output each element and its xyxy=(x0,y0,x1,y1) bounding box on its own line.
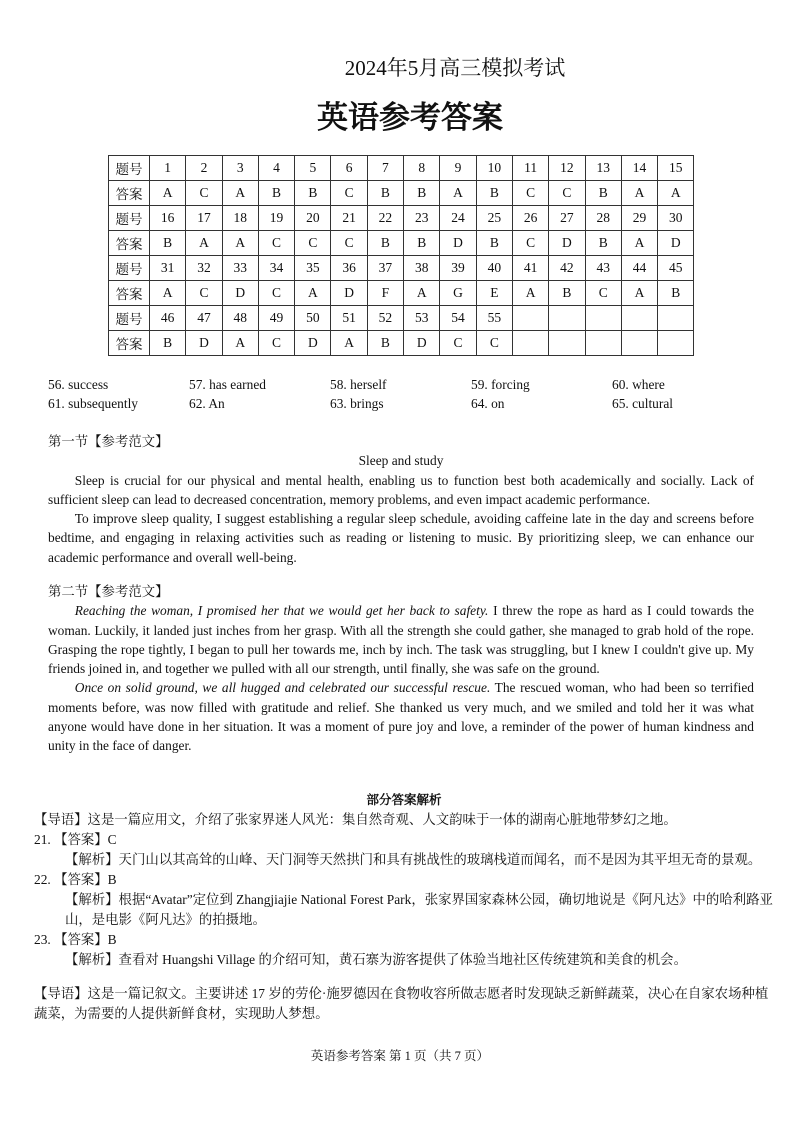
table-cell xyxy=(585,331,621,356)
intro: 【导语】这是一篇记叙文。主要讲述 17 岁的劳伦·施罗德因在食物收容所做志愿者时发现缺乏新鲜蔬菜，决心在自家农场种植蔬菜，为需要的人提供新鲜食材，实现助人梦想。 xyxy=(34,986,769,1021)
table-cell xyxy=(512,306,548,331)
paragraph-lead: Once on solid ground, we all hugged and celebrated our successful rescue. xyxy=(74,680,491,696)
fill-answer: 58. herself xyxy=(330,377,387,392)
fill-answer: 56. success xyxy=(48,377,109,392)
table-cell: 30 xyxy=(658,206,694,231)
table-cell: C xyxy=(512,231,548,256)
row-header-cell: 题号 xyxy=(109,156,150,181)
paragraph xyxy=(48,601,754,678)
table-cell: 19 xyxy=(258,206,294,231)
table-cell: F xyxy=(367,281,403,306)
table-cell: 14 xyxy=(621,156,657,181)
table-cell xyxy=(621,331,657,356)
table-cell: C xyxy=(549,181,585,206)
section1 xyxy=(48,432,754,567)
fill-answer: 61. subsequently xyxy=(48,396,139,411)
essay-title: Sleep and study xyxy=(358,453,444,469)
row-header-cell: 题号 xyxy=(109,256,150,281)
table-cell: A xyxy=(331,331,367,356)
table-cell: 10 xyxy=(476,156,512,181)
table-cell: B xyxy=(150,231,186,256)
table-cell: C xyxy=(585,281,621,306)
table-cell xyxy=(658,306,694,331)
table-cell: D xyxy=(295,331,331,356)
table-cell: A xyxy=(222,231,258,256)
table-cell: B xyxy=(404,181,440,206)
table-cell: 32 xyxy=(186,256,222,281)
fill-answer: 63. brings xyxy=(330,396,384,411)
table-row xyxy=(109,256,694,281)
table-cell: 39 xyxy=(440,256,476,281)
explanation: 【解析】查看对 Huangshi Village 的介绍可知，黄石寨为游客提供了体验当地社区传统建筑和美食的机会。 xyxy=(65,952,687,967)
table-cell: 25 xyxy=(476,206,512,231)
row-header-cell: 答案 xyxy=(109,231,150,256)
table-cell: 11 xyxy=(512,156,548,181)
table-cell: 42 xyxy=(549,256,585,281)
table-cell: A xyxy=(150,181,186,206)
table-cell xyxy=(621,306,657,331)
table-cell: D xyxy=(186,331,222,356)
table-cell xyxy=(585,306,621,331)
table-cell: C xyxy=(476,331,512,356)
table-cell: C xyxy=(295,231,331,256)
table-row xyxy=(109,281,694,306)
table-cell: 40 xyxy=(476,256,512,281)
fill-answer: 60. where xyxy=(612,377,665,392)
table-cell: C xyxy=(186,281,222,306)
table-cell: C xyxy=(331,181,367,206)
table-cell: C xyxy=(331,231,367,256)
table-row xyxy=(109,181,694,206)
exam-title: 2024年5月高三模拟考试 xyxy=(344,56,566,80)
table-cell: A xyxy=(186,231,222,256)
table-cell: 27 xyxy=(549,206,585,231)
table-cell: A xyxy=(404,281,440,306)
table-cell: B xyxy=(367,231,403,256)
table-cell: 17 xyxy=(186,206,222,231)
table-cell: B xyxy=(295,181,331,206)
table-cell: 7 xyxy=(367,156,403,181)
table-cell: 53 xyxy=(404,306,440,331)
table-cell: A xyxy=(295,281,331,306)
table-cell: 5 xyxy=(295,156,331,181)
table-cell: 37 xyxy=(367,256,403,281)
table-cell: A xyxy=(621,181,657,206)
table-cell: D xyxy=(549,231,585,256)
table-cell: B xyxy=(585,231,621,256)
fill-blank-answers xyxy=(48,375,748,413)
table-cell: D xyxy=(440,231,476,256)
answer-table xyxy=(108,155,694,356)
paragraph xyxy=(48,678,754,755)
table-cell: C xyxy=(258,231,294,256)
table-cell: A xyxy=(621,231,657,256)
row-header-cell: 答案 xyxy=(109,181,150,206)
table-cell xyxy=(549,306,585,331)
table-cell: 55 xyxy=(476,306,512,331)
table-cell: D xyxy=(222,281,258,306)
table-cell xyxy=(658,331,694,356)
table-cell: 28 xyxy=(585,206,621,231)
table-cell: 13 xyxy=(585,156,621,181)
fill-answer: 57. has earned xyxy=(189,377,266,392)
table-cell: 48 xyxy=(222,306,258,331)
table-cell: 1 xyxy=(150,156,186,181)
intro: 【导语】这是一篇应用文，介绍了张家界迷人风光：集自然奇观、人文韵味于一体的湖南心脏地带梦幻之地。 xyxy=(34,812,677,827)
table-cell: B xyxy=(476,231,512,256)
table-row xyxy=(109,156,694,181)
table-cell: B xyxy=(476,181,512,206)
table-cell: E xyxy=(476,281,512,306)
table-cell: A xyxy=(621,281,657,306)
table-cell xyxy=(512,331,548,356)
table-cell: 22 xyxy=(367,206,403,231)
table-row xyxy=(109,231,694,256)
fill-answer: 59. forcing xyxy=(471,377,530,392)
table-row xyxy=(109,331,694,356)
table-cell: A xyxy=(222,331,258,356)
table-cell: B xyxy=(404,231,440,256)
paragraph-body: I threw the rope as hard as I could towards the woman. Luckily, it landed just inches from her grasp. With all the strength she could gather, she managed to grab hold of the rope. Grasping the rope tightly, I began to pull her towards me, inch by inch. The task was struggling, but I knew I couldn't give up. My friends joined in, and together we pulled with all our strength, until finally, she was safe on the ground. xyxy=(48,603,754,677)
table-cell: B xyxy=(549,281,585,306)
table-cell: 8 xyxy=(404,156,440,181)
table-cell: 6 xyxy=(331,156,367,181)
fill-answer: 65. cultural xyxy=(612,396,673,411)
section2 xyxy=(48,582,754,756)
answer-line: 23. 【答案】B xyxy=(34,932,117,947)
table-cell: G xyxy=(440,281,476,306)
document-title: 英语参考答案 xyxy=(317,100,503,136)
answer-line: 22. 【答案】B xyxy=(34,872,117,887)
row-header-cell: 答案 xyxy=(109,331,150,356)
table-cell: 45 xyxy=(658,256,694,281)
table-cell: 23 xyxy=(404,206,440,231)
table-cell: C xyxy=(440,331,476,356)
table-cell: 26 xyxy=(512,206,548,231)
table-cell: 35 xyxy=(295,256,331,281)
row-header-cell: 题号 xyxy=(109,306,150,331)
table-cell: 21 xyxy=(331,206,367,231)
table-cell xyxy=(549,331,585,356)
table-cell: D xyxy=(658,231,694,256)
table-cell: C xyxy=(186,181,222,206)
table-cell: 24 xyxy=(440,206,476,231)
explanation: 【解析】天门山以其高耸的山峰、天门洞等天然拱门和具有挑战性的玻璃栈道而闻名，而不是因为其平坦无奇的景观。 xyxy=(65,852,762,867)
table-cell: 16 xyxy=(150,206,186,231)
table-cell: C xyxy=(512,181,548,206)
table-cell: B xyxy=(658,281,694,306)
table-cell: 52 xyxy=(367,306,403,331)
table-cell: A xyxy=(512,281,548,306)
section1-heading: 第一节【参考范文】 xyxy=(48,434,169,449)
table-cell: 49 xyxy=(258,306,294,331)
table-cell: 15 xyxy=(658,156,694,181)
table-cell: 54 xyxy=(440,306,476,331)
table-cell: 2 xyxy=(186,156,222,181)
table-cell: 43 xyxy=(585,256,621,281)
table-row xyxy=(109,206,694,231)
table-cell: D xyxy=(331,281,367,306)
table-cell: C xyxy=(258,281,294,306)
table-cell: A xyxy=(150,281,186,306)
table-cell: 18 xyxy=(222,206,258,231)
table-cell: A xyxy=(222,181,258,206)
answer-line: 21. 【答案】C xyxy=(34,832,117,847)
table-cell: 50 xyxy=(295,306,331,331)
table-cell: 3 xyxy=(222,156,258,181)
table-cell: B xyxy=(150,331,186,356)
table-cell: 51 xyxy=(331,306,367,331)
page-footer: 英语参考答案 第 1 页（共 7 页） xyxy=(310,1049,490,1063)
table-cell: 29 xyxy=(621,206,657,231)
table-cell: 46 xyxy=(150,306,186,331)
table-row xyxy=(109,306,694,331)
row-header-cell: 答案 xyxy=(109,281,150,306)
table-cell: 20 xyxy=(295,206,331,231)
table-cell: 34 xyxy=(258,256,294,281)
table-cell: B xyxy=(367,181,403,206)
explanation: 【解析】根据“Avatar”定位到 Zhangjiajie National Forest Park，张家界国家森林公园，确切地说是《阿凡达》中的哈利路亚山，是电影《阿凡达》的拍摄地。 xyxy=(65,892,773,927)
table-cell: 12 xyxy=(549,156,585,181)
analysis-section xyxy=(34,790,774,1024)
paragraph-lead: Reaching the woman, I promised her that we would get her back to safety. xyxy=(74,603,489,619)
table-cell: 36 xyxy=(331,256,367,281)
table-cell: B xyxy=(258,181,294,206)
row-header-cell: 题号 xyxy=(109,206,150,231)
analysis-heading: 部分答案解析 xyxy=(366,792,442,807)
table-cell: 33 xyxy=(222,256,258,281)
table-cell: C xyxy=(258,331,294,356)
table-cell: 9 xyxy=(440,156,476,181)
paragraph-body: The rescued woman, who had been so terrified moments before, was now filled with gratitude and relief. She thanked us very much, and we smiled and told her it was what anyone would have done in her situation. It was a moment of pure joy and love, a reminder of the power of human kindness and unity in the face of danger. xyxy=(48,680,754,754)
paragraph: To improve sleep quality, I suggest establishing a regular sleep schedule, avoiding caffeine late in the day and screens before bedtime, and engaging in relaxing activities such as reading or listening to music. By prioritizing sleep, we can enhance our academic performance and overall well-being. xyxy=(48,511,754,565)
table-cell: A xyxy=(440,181,476,206)
table-cell: 31 xyxy=(150,256,186,281)
table-cell: 47 xyxy=(186,306,222,331)
table-cell: 38 xyxy=(404,256,440,281)
fill-answer: 64. on xyxy=(471,396,505,411)
table-cell: 44 xyxy=(621,256,657,281)
fill-answer: 62. An xyxy=(189,396,225,411)
table-cell: 41 xyxy=(512,256,548,281)
table-cell: B xyxy=(585,181,621,206)
table-cell: D xyxy=(404,331,440,356)
table-cell: 4 xyxy=(258,156,294,181)
table-cell: A xyxy=(658,181,694,206)
paragraph: Sleep is crucial for our physical and mental health, enabling us to function best both academically and socially. Lack of sufficient sleep can lead to decreased concentration, memory problems, and even impact academic performance. xyxy=(48,472,754,507)
table-cell: B xyxy=(367,331,403,356)
section2-heading: 第二节【参考范文】 xyxy=(48,584,169,599)
